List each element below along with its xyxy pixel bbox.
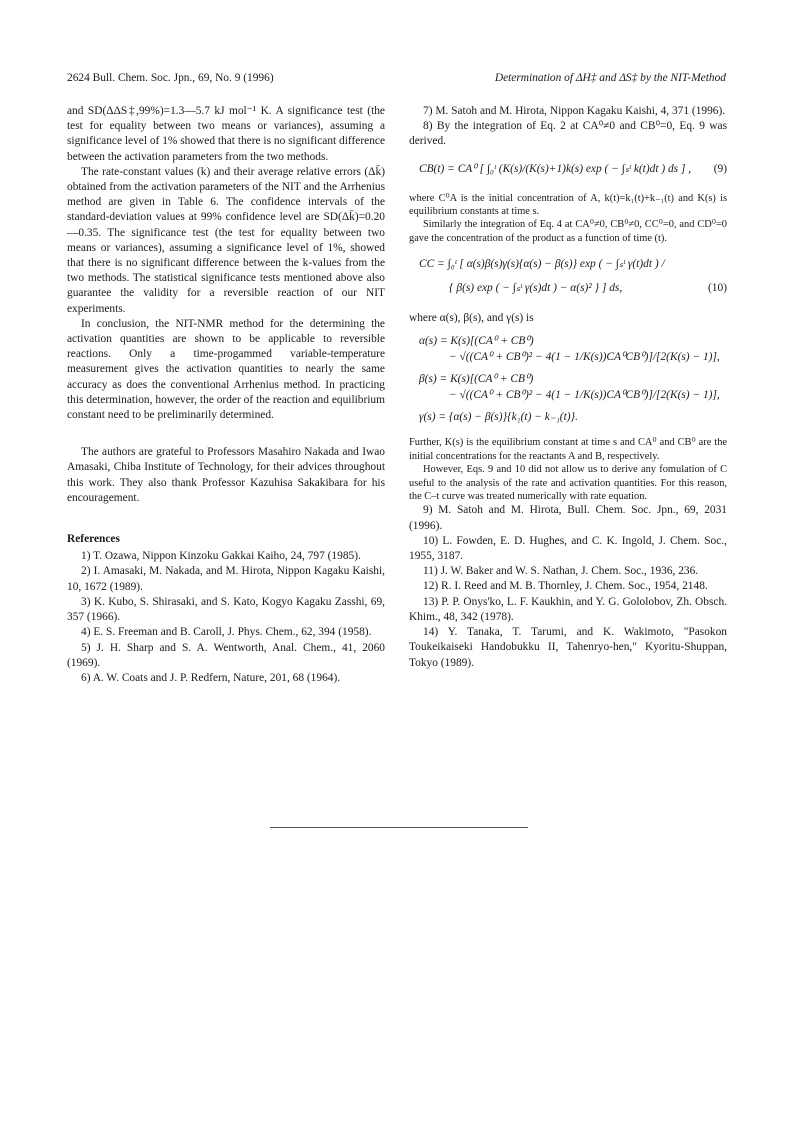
paragraph: In conclusion, the NIT-NMR method for the determining the activation quantities are shown to be applicable to reversible reactions. Only a time-progammed variable-temperature measurement gives the activation quantities to nearly the same accuracy as does the conventional Arrhenius method. In practicing this determination, however, the order of the reaction and equilibrium constant need to be preliminarily determined. <box>67 317 385 422</box>
equation-line: − √((CA⁰ + CB⁰)² − 4(1 − 1/K(s))CA⁰CB⁰)]/[2(K(s) − 1)], <box>449 389 720 402</box>
header-title: Determination of ΔH‡ and ΔS‡ by the NIT-Method <box>494 72 726 84</box>
reference-item: 7) M. Satoh and M. Hirota, Nippon Kagaku Kaishi, 4, 371 (1996). <box>423 105 726 117</box>
paragraph: where C⁰A is the initial concentration of A, k(t)=k₁(t)+k₋₁(t) and K(s) is equilibrium constants at time s. <box>409 192 727 218</box>
equation-line: α(s) = K(s)[(CA⁰ + CB⁰) <box>419 335 534 348</box>
equation-number: (10) <box>708 282 727 295</box>
reference-item: 5) J. H. Sharp and S. A. Wentworth, Anal. Chem., 41, 2060 (1969). <box>67 641 385 669</box>
end-rule <box>270 827 528 828</box>
reference-item: 3) K. Kubo, S. Shirasaki, and S. Kato, Kogyo Kagaku Zasshi, 69, 357 (1966). <box>67 595 385 624</box>
reference-item: 4) E. S. Freeman and B. Caroll, J. Phys. Chem., 62, 394 (1958). <box>81 626 372 639</box>
paragraph: where α(s), β(s), and γ(s) is <box>409 312 534 325</box>
reference-item: 12) R. I. Reed and M. B. Thornley, J. Chem. Soc., 1954, 2148. <box>423 580 708 593</box>
equation-line: CC = ∫₀ᵗ [ α(s)β(s)γ(s){α(s) − β(s)} exp ( − ∫ₛᵗ γ(t)dt ) / <box>419 258 665 271</box>
paragraph: However, Eqs. 9 and 10 did not allow us to derive any fomulation of C useful to the analysis of the rate and activation quantities. For this reason, the C–t curve was treated numerically with rate equation. <box>409 464 727 503</box>
equation-body: CB(t) = CA⁰ [ ∫₀ᵗ (K(s)/(K(s)+1)k(s) exp ( − ∫ₛᵗ k(t)dt ) ds ] , <box>419 162 692 175</box>
reference-item: 2) I. Amasaki, M. Nakada, and M. Hirota, Nippon Kagaku Kaishi, 10, 1672 (1989). <box>67 565 385 593</box>
equation-number: (9) <box>713 162 727 175</box>
reference-item: 13) P. P. Onys'ko, L. F. Kaukhin, and Y. G. Gololobov, Zh. Obsch. Khim., 48, 342 (1978). <box>409 595 727 623</box>
reference-item: 8) By the integration of Eq. 2 at CA⁰≠0 and CB⁰=0, Eq. 9 was derived. <box>409 120 727 148</box>
paragraph: The rate-constant values (k) and their average relative errors (Δk̄) obtained from the activation parameters of the NIT and the Arrhenius method are given in Table 6. The confidence intervals of the standard-deviation values at 99% confidence level are SD(Δk̄)=0.20—0.35. The significance test (the test for equality between two means or variances), assuming a significance level of 1%, showed that there is no significant difference between the k-values from the two methods. The statistical significance tests mentioned above also guarantee the validity for a reversible reaction of our NIT experiments. <box>67 165 385 315</box>
left-column <box>67 104 385 686</box>
references-heading: References <box>67 533 120 546</box>
header-journal: 2624 Bull. Chem. Soc. Jpn., 69, No. 9 (1996) <box>67 72 274 84</box>
right-column <box>409 104 727 671</box>
equation-9 <box>409 156 727 188</box>
reference-item: 6) A. W. Coats and J. P. Redfern, Nature, 201, 68 (1964). <box>81 671 341 684</box>
reference-item: 10) L. Fowden, E. D. Hughes, and C. K. Ingold, J. Chem. Soc., 1955, 3187. <box>409 534 727 563</box>
reference-item: 11) J. W. Baker and W. S. Nathan, J. Chem. Soc., 1936, 236. <box>423 565 699 578</box>
equation-alpha-beta-gamma <box>409 332 727 426</box>
acknowledgement: The authors are grateful to Professors Masahiro Nakada and Iwao Amasaki, Chiba Institute of Technology, for their advices throughout this work. They also thank Professor Kazuhisa Sakakibara for his encouragement. <box>67 446 385 504</box>
running-header <box>67 72 726 88</box>
equation-10 <box>409 251 727 307</box>
equation-line: β(s) = K(s)[(CA⁰ + CB⁰) <box>419 373 534 386</box>
equation-line: { β(s) exp ( − ∫ₛᵗ γ(s)dt ) − α(s)² } ] ds, <box>449 282 623 295</box>
paragraph: Similarly the integration of Eq. 4 at CA⁰≠0, CB⁰≠0, CC⁰=0, and CD⁰=0 gave the concentration of the product as a function of time (t). <box>409 219 727 244</box>
reference-item: 9) M. Satoh and M. Hirota, Bull. Chem. Soc. Jpn., 69, 2031 (1996). <box>409 504 727 532</box>
equation-line: − √((CA⁰ + CB⁰)² − 4(1 − 1/K(s))CA⁰CB⁰)]/[2(K(s) − 1)], <box>449 351 720 364</box>
equation-line: γ(s) = {α(s) − β(s)}{k₁(t) − k₋₁(t)}. <box>419 411 578 424</box>
paragraph: and SD(ΔΔS‡,99%)=1.3—5.7 kJ mol⁻¹ K. A significance test (the test for equality between two means or variances), assuming a significance level of 1% showed that there is no significant difference between the activation parameters from the two methods. <box>67 105 385 163</box>
reference-item: 14) Y. Tanaka, T. Tarumi, and K. Wakimoto, "Pasokon Toukeikaiseki Handobukku II, Tahenryo-hen," Kyoritu-Shuppan, Tokyo (1989). <box>409 626 727 669</box>
reference-item: 1) T. Ozawa, Nippon Kinzoku Gakkai Kaiho, 24, 797 (1985). <box>81 550 361 563</box>
paragraph: Further, K(s) is the equilibrium constant at time s and CA⁰ and CB⁰ are the initial concentrations for the reactants A and B, respectively. <box>409 437 727 462</box>
